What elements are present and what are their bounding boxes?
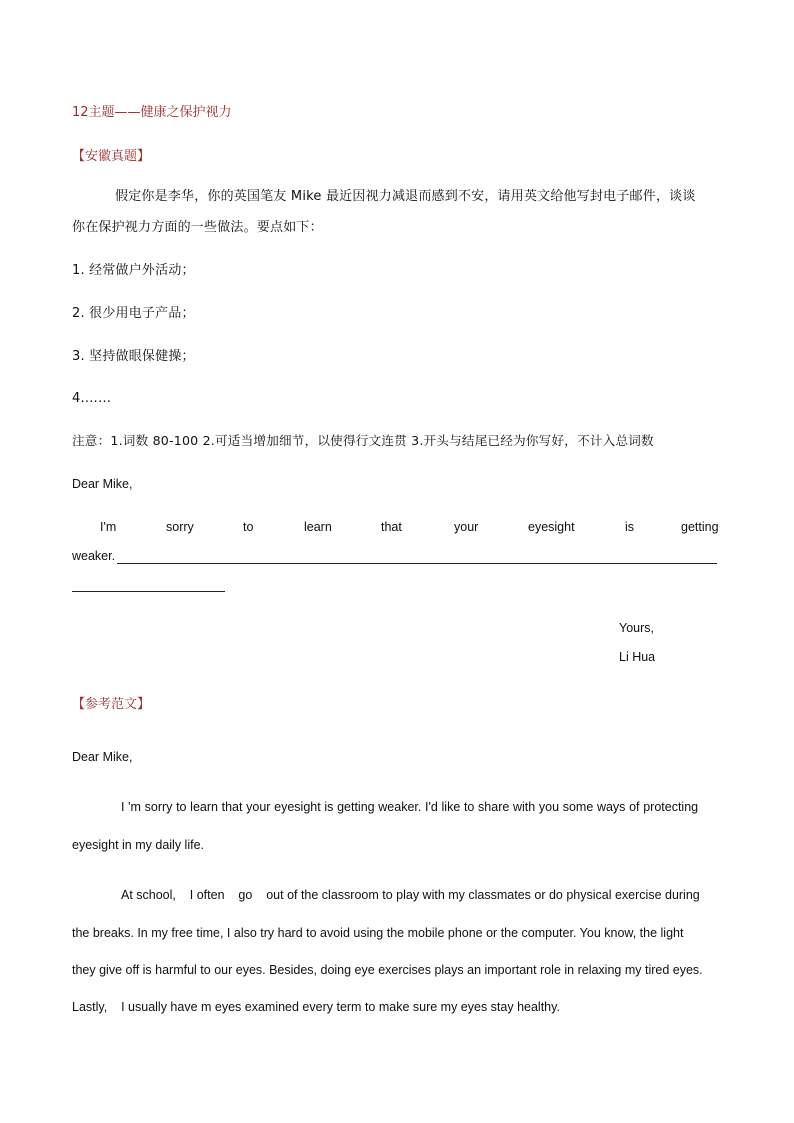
prompt-line-1: 假定你是李华，你的英国笔友 Mike 最近因视力减退而感到不安，请用英文给他写封电子邮件，谈谈 xyxy=(115,189,696,204)
point-1: 1. 经常做户外活动； xyxy=(72,263,195,278)
opening-word: to xyxy=(243,520,254,534)
section-label-sample: 【参考范文】 xyxy=(72,697,151,712)
point-4: 4.…… xyxy=(72,391,112,406)
sample-paragraph-2-line-3: they give off is harmful to our eyes. Besides, doing eye exercises plays an important role in relaxing my tired eyes. xyxy=(72,963,703,977)
greeting: Dear Mike, xyxy=(72,477,133,491)
signature: Li Hua xyxy=(619,650,656,664)
sample-paragraph-2-line-1: At school, I often go out of the classroom to play with my classmates or do physical exercise during xyxy=(121,888,700,902)
sample-paragraph-1-line-2: eyesight in my daily life. xyxy=(72,838,205,852)
closing: Yours, xyxy=(619,621,654,635)
page-title: 12主题——健康之保护视力 xyxy=(72,105,232,120)
opening-word: is xyxy=(625,520,635,534)
prompt-line-2: 你在保护视力方面的一些做法。要点如下： xyxy=(72,220,323,235)
sample-greeting: Dear Mike, xyxy=(72,750,133,764)
answer-blank-line[interactable] xyxy=(72,591,225,592)
sample-paragraph-1-line-1: I 'm sorry to learn that your eyesight is getting weaker. I'd like to share with you some ways of protecting xyxy=(121,800,699,814)
opening-word: your xyxy=(454,520,479,534)
opening-word: I'm xyxy=(100,520,117,534)
sample-paragraph-2-line-4: Lastly, I usually have m eyes examined every term to make sure my eyes stay healthy. xyxy=(72,1000,560,1014)
opening-word: sorry xyxy=(166,520,194,534)
point-3: 3. 坚持做眼保健操； xyxy=(72,349,195,364)
opening-word: getting xyxy=(681,520,719,534)
opening-word: that xyxy=(381,520,402,534)
point-2: 2. 很少用电子产品； xyxy=(72,306,195,321)
opening-word: eyesight xyxy=(528,520,575,534)
section-label-real-exam: 【安徽真题】 xyxy=(72,149,151,164)
note-text: 注意：1.词数 80-100 2.可适当增加细节，以使得行文连贯 3.开头与结尾已经为你写好，不计入总词数 xyxy=(72,433,654,448)
opening-line-2: weaker. xyxy=(72,549,116,563)
sample-paragraph-2-line-2: the breaks. In my free time, I also try hard to avoid using the mobile phone or the computer. You know, the light xyxy=(72,926,684,940)
answer-blank-line[interactable] xyxy=(117,563,717,564)
opening-word: learn xyxy=(304,520,332,534)
